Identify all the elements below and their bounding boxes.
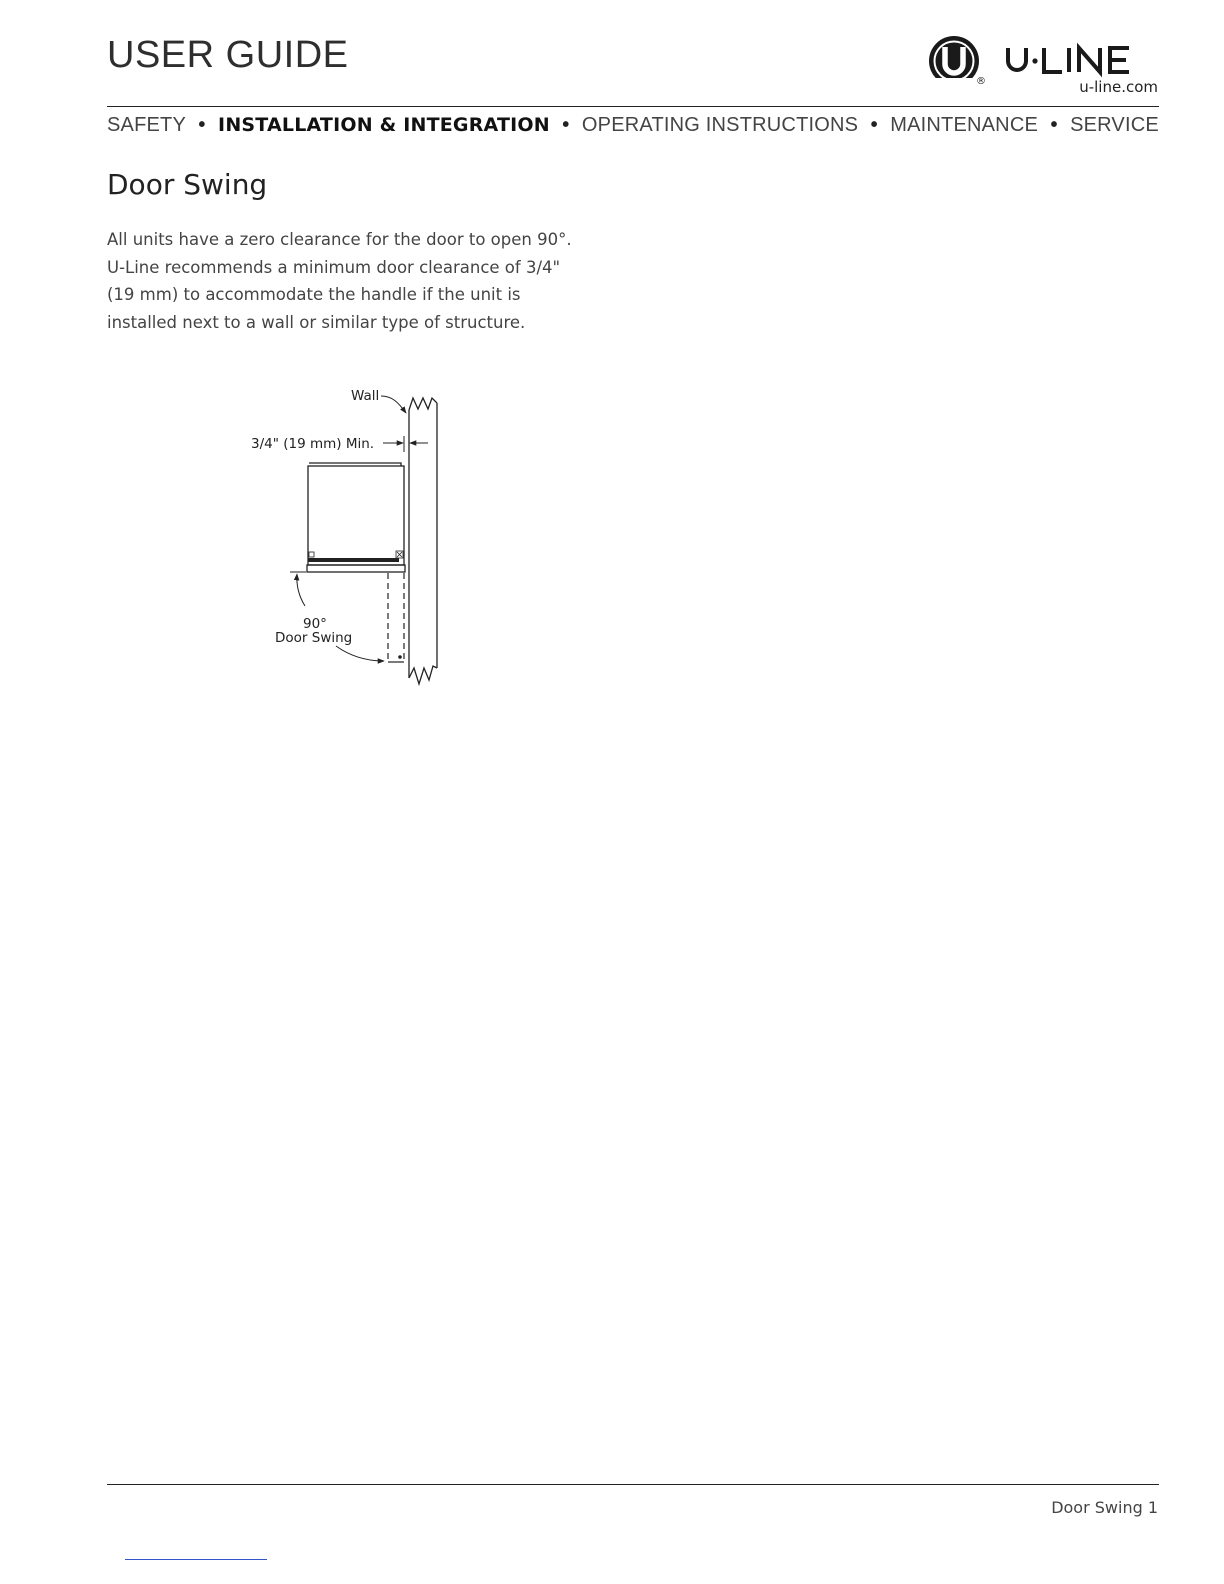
nav-separator: •: [870, 114, 878, 136]
brand-logo[interactable]: [928, 34, 1160, 96]
body-line: installed next to a wall or similar type of structure.: [107, 312, 526, 332]
wall-shape: [409, 398, 437, 684]
nav-separator: •: [562, 114, 570, 136]
wall-label: Wall: [351, 388, 380, 404]
body-line: U-Line recommends a minimum door clearance of 3/4": [107, 257, 561, 277]
header-divider: [107, 106, 1159, 107]
nav-item-service[interactable]: SERVICE: [1070, 114, 1159, 136]
u-line-logo-icon: [928, 34, 1160, 78]
section-body: [107, 226, 607, 336]
site-url[interactable]: u-line.com: [1079, 78, 1158, 96]
guide-title: USER GUIDE: [107, 34, 349, 76]
footer-divider: [107, 1484, 1159, 1485]
body-line: All units have a zero clearance for the door to open 90°.: [107, 230, 572, 249]
door-hinge: [398, 655, 402, 659]
page-number: Door Swing 1: [1051, 1498, 1158, 1517]
door-swing-outline: [388, 573, 404, 662]
nav-item-safety[interactable]: SAFETY: [107, 114, 186, 136]
section-nav: [107, 114, 1159, 137]
nav-separator: •: [198, 114, 206, 136]
angle-label: 90°: [303, 616, 327, 632]
unit-body: [307, 463, 405, 572]
section-title: Door Swing: [107, 168, 268, 201]
door-swing-diagram: [240, 378, 460, 698]
footer-link-underline[interactable]: [125, 1559, 267, 1560]
registered-mark: ®: [976, 76, 986, 87]
body-line: (19 mm) to accommodate the handle if the unit is: [107, 285, 521, 304]
nav-item-installation[interactable]: INSTALLATION & INTEGRATION: [218, 114, 550, 136]
nav-item-maintenance[interactable]: MAINTENANCE: [890, 114, 1039, 136]
nav-separator: •: [1050, 114, 1058, 136]
swing-label: Door Swing: [275, 630, 353, 646]
nav-item-operating[interactable]: OPERATING INSTRUCTIONS: [581, 114, 859, 136]
clearance-label: 3/4" (19 mm) Min.: [251, 436, 375, 452]
